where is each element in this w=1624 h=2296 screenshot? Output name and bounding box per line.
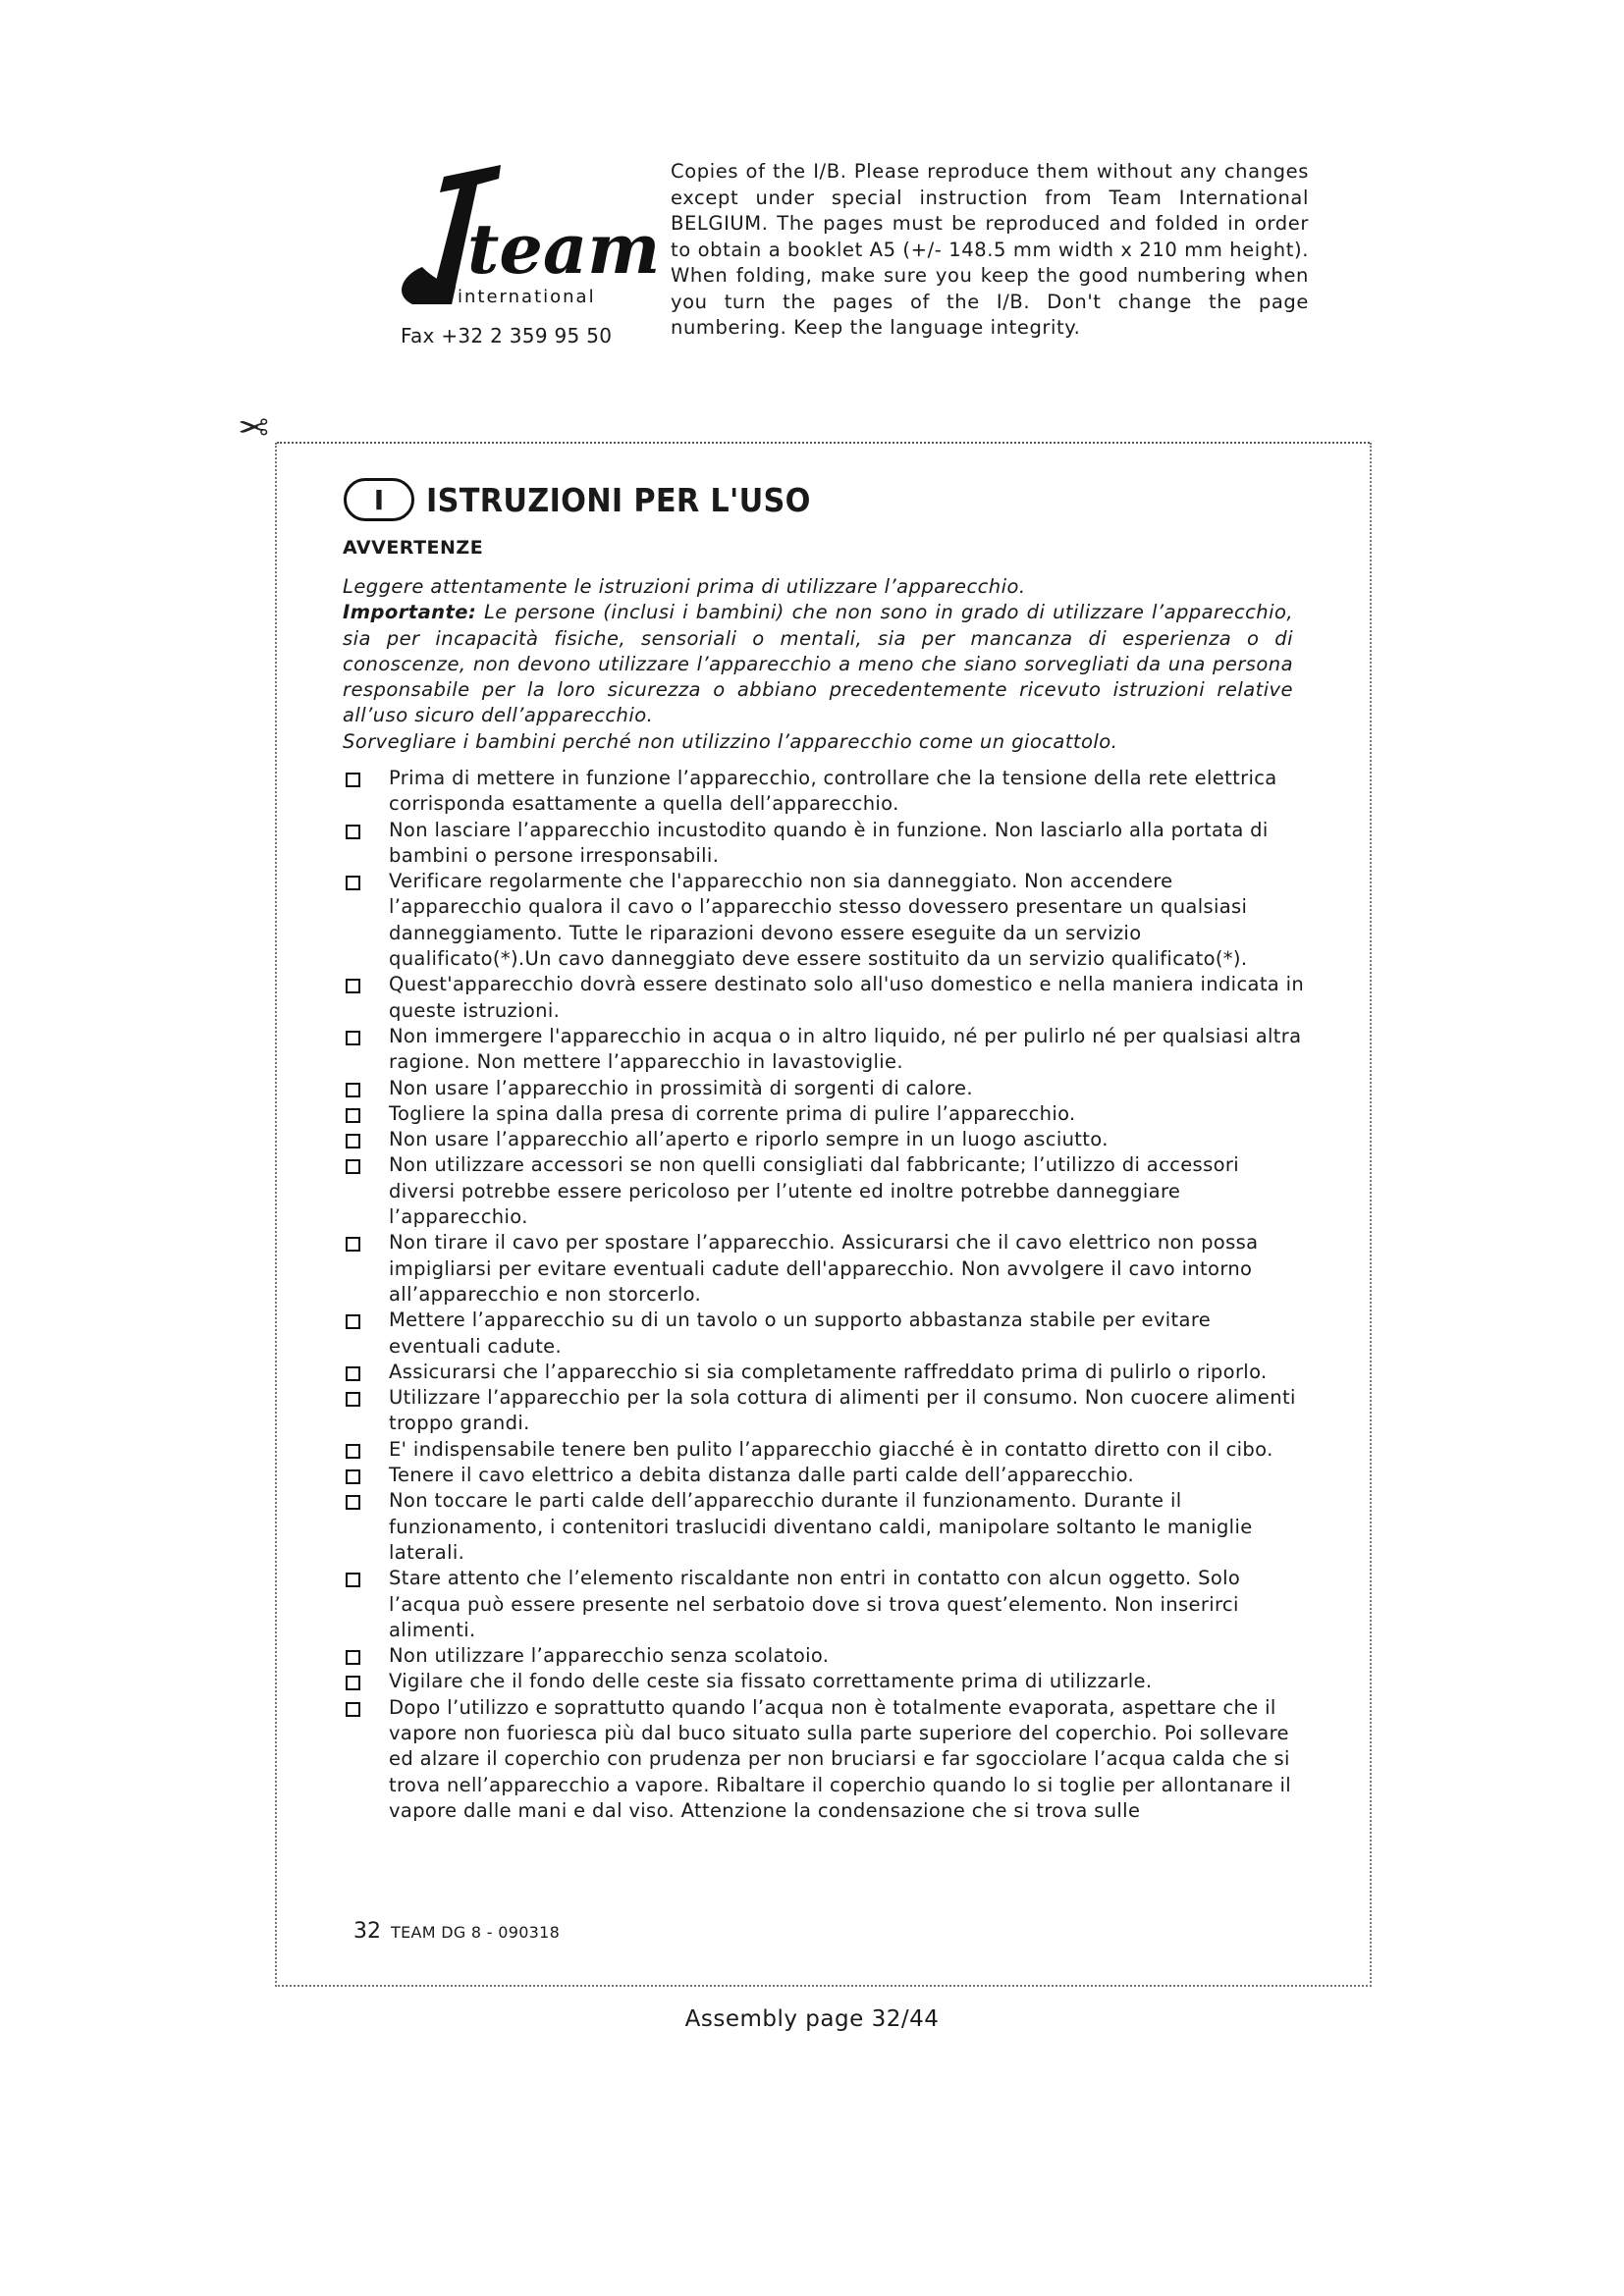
checkbox-bullet-icon — [346, 1031, 360, 1045]
svg-text:team: team — [467, 208, 661, 290]
team-international-logo — [383, 157, 661, 314]
important-text: Le persone (inclusi i bambini) che non sono in grado di utilizzare l’apparecchio, sia per incapacità fisiche, sensoriali o mentali, sia per mancanza di esperienza o di conoscenze, non devono utilizzare l’apparecchio a meno che siano sorvegliati da una persona responsabile per la loro sicurezza o abbiano precedentemente ricevuto istruzioni relative all’uso sicuro dell’apparecchio. — [343, 601, 1293, 727]
list-item: Non toccare le parti calde dell’apparecchio durante il funzionamento. Durante il funzionamento, i contenitori traslucidi diventano caldi, manipolare soltanto le maniglie laterali. — [343, 1488, 1309, 1566]
fax-number: Fax +32 2 359 95 50 — [401, 324, 613, 347]
list-item: Utilizzare l’apparecchio per la sola cottura di alimenti per il consumo. Non cuocere alimenti troppo grandi. — [343, 1385, 1309, 1437]
list-item: Mettere l’apparecchio su di un tavolo o un supporto abbastanza stabile per evitare eventuali cadute. — [343, 1308, 1309, 1360]
intro-line: Leggere attentamente le istruzioni prima di utilizzare l’apparecchio. — [343, 575, 1026, 598]
checkbox-bullet-icon — [346, 1495, 360, 1510]
list-item: Non usare l’apparecchio all’aperto e riporlo sempre in un luogo asciutto. — [343, 1127, 1309, 1152]
warning-intro — [343, 574, 1293, 755]
language-badge: I — [344, 478, 414, 521]
checkbox-bullet-icon — [346, 1083, 360, 1097]
team-logo-graphic — [383, 157, 661, 314]
list-item: E' indispensabile tenere ben pulito l’apparecchio giacché è in contatto diretto con il cibo. — [343, 1437, 1309, 1463]
important-label: Importante: — [343, 601, 477, 624]
checkbox-bullet-icon — [346, 1650, 360, 1665]
checkbox-bullet-icon — [346, 1108, 360, 1123]
list-item: Tenere il cavo elettrico a debita distanza dalle parti calde dell’apparecchio. — [343, 1463, 1309, 1488]
important-paragraph — [343, 600, 1293, 728]
intro-line: Sorvegliare i bambini perché non utilizzino l’apparecchio come un giocattolo. — [343, 729, 1118, 753]
list-item: Verificare regolarmente che l'apparecchio non sia danneggiato. Non accendere l’apparecchio qualora il cavo o l’apparecchio stesso dovessero presentare un qualsiasi danneggiamento. Tutte le riparazioni devono essere eseguite da un servizio qualificato(*).Un cavo danneggiato deve essere sostituito da un servizio qualificato(*). — [343, 869, 1309, 972]
title-text: ISTRUZIONI PER L'USO — [426, 480, 811, 519]
checkbox-bullet-icon — [346, 773, 360, 787]
checkbox-bullet-icon — [346, 1676, 360, 1690]
list-item: Stare attento che l’elemento riscaldante non entri in contatto con alcun oggetto. Solo l’acqua può essere presente nel serbatoio dove si trova quest’elemento. Non inserirci alimenti. — [343, 1566, 1309, 1643]
reproduction-note: Copies of the I/B. Please reproduce them without any changes except under special instruction from Team International BELGIUM. The pages must be reproduced and folded in order to obtain a booklet A5 (+/- 148.5 mm width x 210 mm height). When folding, make sure you keep the good numbering when you turn the pages of the I/B. Don't change the page numbering. Keep the language integrity. — [671, 160, 1309, 339]
scissors-icon: ✂ — [238, 404, 269, 448]
safety-rules-list — [343, 766, 1309, 1824]
checkbox-bullet-icon — [346, 1314, 360, 1329]
checkbox-bullet-icon — [346, 1444, 360, 1459]
checkbox-bullet-icon — [346, 1159, 360, 1174]
section-heading: AVVERTENZE — [343, 537, 484, 559]
checkbox-bullet-icon — [346, 876, 360, 890]
list-item: Non immergere l'apparecchio in acqua o in altro liquido, né per pulirlo né per qualsiasi altra ragione. Non mettere l’apparecchio in lavastoviglie. — [343, 1024, 1309, 1076]
svg-text:international: international — [458, 287, 596, 307]
list-item: Assicurarsi che l’apparecchio si sia completamente raffreddato prima di pulirlo o riporlo. — [343, 1360, 1309, 1385]
checkbox-bullet-icon — [346, 1469, 360, 1484]
checkbox-bullet-icon — [346, 1392, 360, 1407]
list-item: Non utilizzare accessori se non quelli consigliati dal fabbricante; l’utilizzo di accessori diversi potrebbe essere pericoloso per l’utente ed inoltre potrebbe danneggiare l’apparecchio. — [343, 1152, 1309, 1230]
list-item: Non lasciare l’apparecchio incustodito quando è in funzione. Non lasciarlo alla portata di bambini o persone irresponsabili. — [343, 818, 1309, 870]
assembly-page-label: Assembly page 32/44 — [684, 2006, 940, 2032]
list-item: Non usare l’apparecchio in prossimità di sorgenti di calore. — [343, 1076, 1309, 1101]
model-code: TEAM DG 8 - 090318 — [391, 1923, 561, 1942]
checkbox-bullet-icon — [346, 979, 360, 993]
list-item: Togliere la spina dalla presa di corrente prima di pulire l’apparecchio. — [343, 1101, 1309, 1127]
checkbox-bullet-icon — [346, 1134, 360, 1148]
list-item: Vigilare che il fondo delle ceste sia fissato correttamente prima di utilizzarle. — [343, 1669, 1309, 1694]
checkbox-bullet-icon — [346, 825, 360, 839]
list-item: Prima di mettere in funzione l’apparecchio, controllare che la tensione della rete elettrica corrisponda esattamente a quella dell’apparecchio. — [343, 766, 1309, 818]
list-item: Non tirare il cavo per spostare l’apparecchio. Assicurarsi che il cavo elettrico non possa impigliarsi per evitare eventuali cadute dell'apparecchio. Non avvolgere il cavo intorno all’apparecchio e non storcerlo. — [343, 1230, 1309, 1308]
list-item: Dopo l’utilizzo e soprattutto quando l’acqua non è totalmente evaporata, aspettare che il vapore non fuoriesca più dal buco situato sulla parte superiore del coperchio. Poi sollevare ed alzare il coperchio con prudenza per non bruciarsi e far sgocciolare l’acqua calda che si trova nell’apparecchio a vapore. Ribaltare il coperchio quando lo si toglie per allontanare il vapore dalle mani e dal viso. Attenzione la condensazione che si trova sulle — [343, 1695, 1309, 1824]
page-title — [344, 471, 844, 528]
page-number: 32 — [353, 1919, 381, 1944]
checkbox-bullet-icon — [346, 1237, 360, 1252]
checkbox-bullet-icon — [346, 1366, 360, 1381]
page-footer — [353, 1919, 560, 1944]
list-item: Quest'apparecchio dovrà essere destinato solo all'uso domestico e nella maniera indicata in queste istruzioni. — [343, 972, 1309, 1024]
list-item: Non utilizzare l’apparecchio senza scolatoio. — [343, 1643, 1309, 1669]
checkbox-bullet-icon — [346, 1573, 360, 1587]
checkbox-bullet-icon — [346, 1702, 360, 1717]
